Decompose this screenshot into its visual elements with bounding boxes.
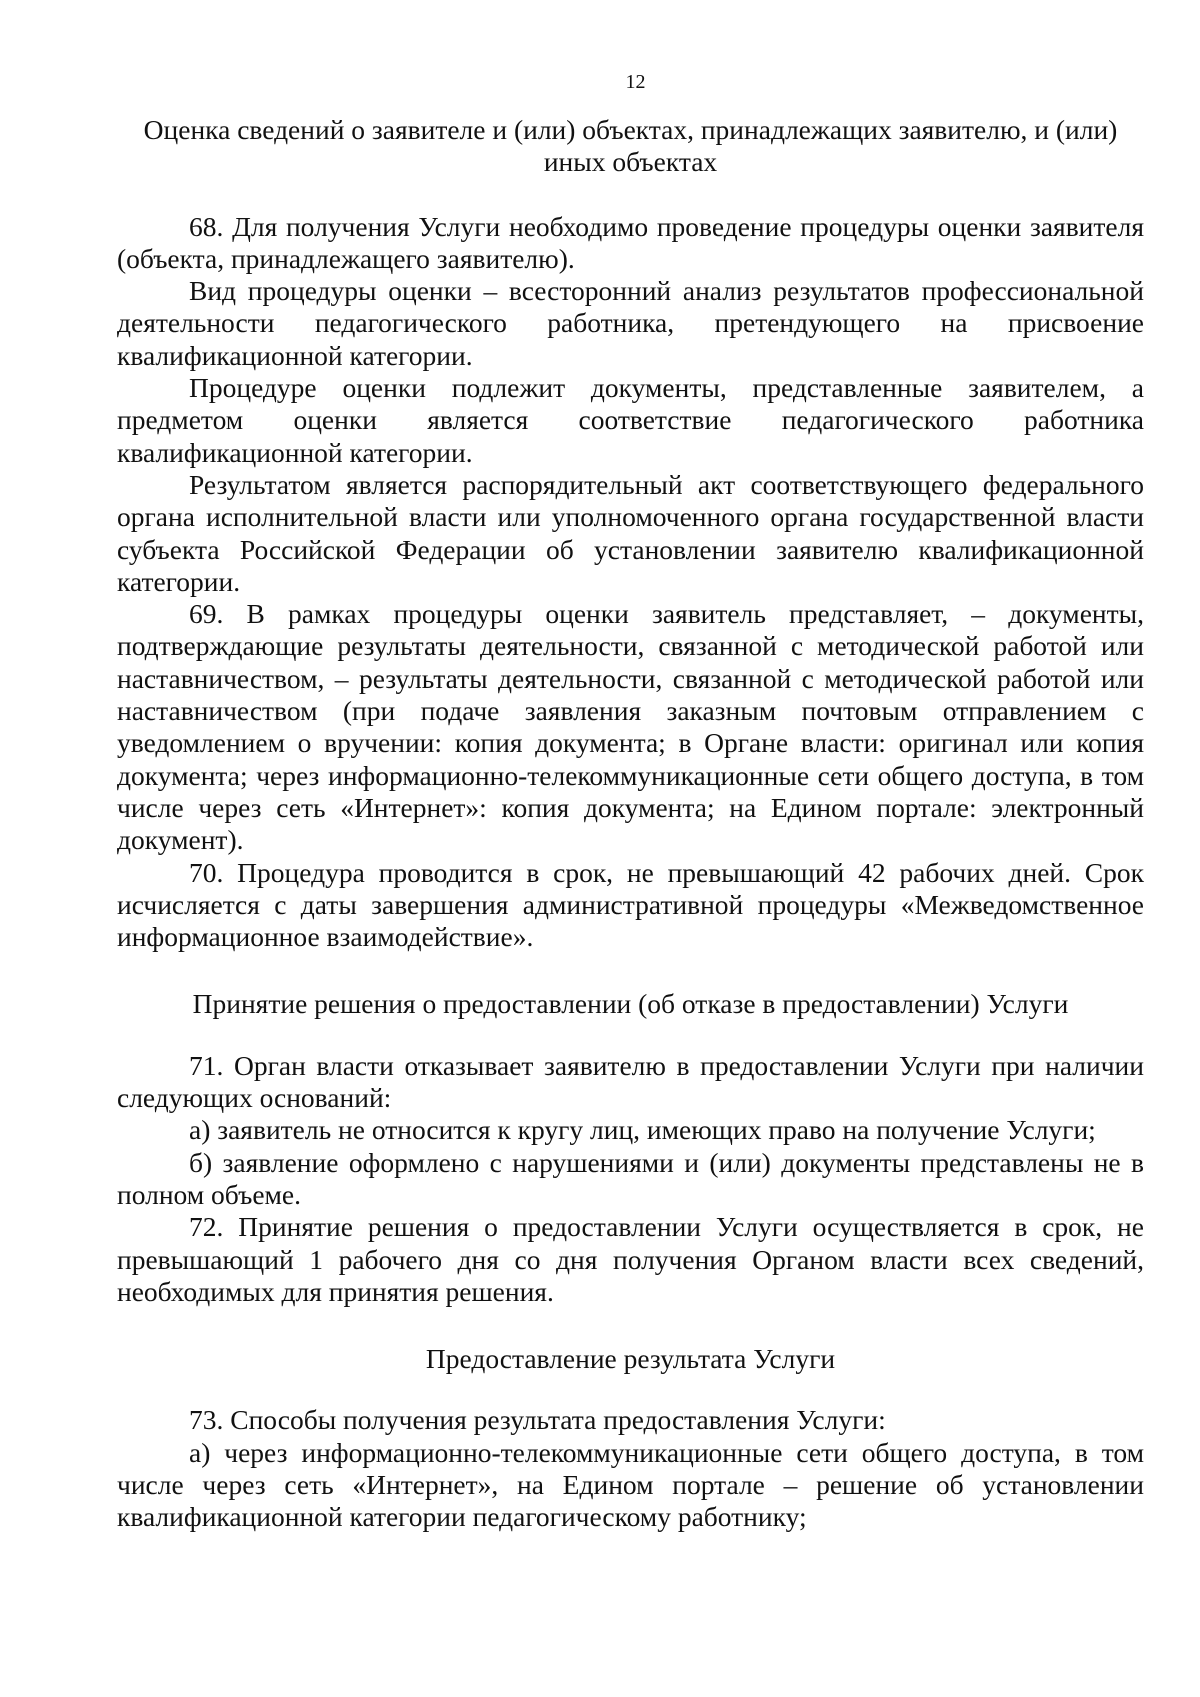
- section-heading-decision: Принятие решения о предоставлении (об отказе в предоставлении) Услуги: [192, 988, 1069, 1020]
- paragraph-72: 72. Принятие решения о предоставлении Услуги осуществляется в срок, не превышающий 1 рабочего дня со дня получения Органом власти всех сведений, необходимых для принятия решения.: [117, 1211, 1144, 1307]
- section-heading-result: Предоставление результата Услуги: [425, 1343, 836, 1375]
- paragraph-71: 71. Орган власти отказывает заявителю в предоставлении Услуги при наличии следующих оснований:: [117, 1049, 1144, 1114]
- paragraph-73: 73. Способы получения результата предоставления Услуги:: [189, 1404, 886, 1436]
- paragraph-assessment-result: Результатом является распорядительный акт соответствующего федерального органа исполнительной власти или уполномоченного органа государственной власти субъекта Российской Федерации об установлении заявителю квалификационной категории.: [117, 468, 1144, 597]
- paragraph-assessment-subject: Процедуре оценки подлежит документы, представленные заявителем, а предметом оценки является соответствие педагогического работника квалификационной категории.: [117, 372, 1144, 468]
- paragraph-68: 68. Для получения Услуги необходимо проведение процедуры оценки заявителя (объекта, принадлежащего заявителю).: [117, 210, 1144, 274]
- page-number: 12: [625, 71, 646, 93]
- paragraph-70: 70. Процедура проводится в срок, не превышающий 42 рабочих дней. Срок исчисляется с даты завершения административной процедуры «Межведомственное информационное взаимодействие».: [117, 856, 1144, 953]
- paragraph-73-a: а) через информационно-телекоммуникационные сети общего доступа, в том числе через сеть «Интернет», на Едином портале – решение об установлении квалификационной категории педагогическому работнику;: [117, 1436, 1144, 1533]
- paragraph-71-a: а) заявитель не относится к кругу лиц, имеющих право на получение Услуги;: [189, 1114, 1096, 1146]
- paragraph-71-b: б) заявление оформлено с нарушениями и (или) документы представлены не в полном объеме.: [117, 1146, 1144, 1210]
- paragraph-69: 69. В рамках процедуры оценки заявитель представляет, – документы, подтверждающие результаты деятельности, связанной с методической работой или наставничеством, – результаты деятельности, связанной с методической работой или наставничеством (при подаче заявления заказным почтовым отправлением с уведомлением о вручении: копия документа; в Органе власти: оригинал или копия документа; через информационно-телекоммуникационные сети общего доступа, в том числе через сеть «Интернет»: копия документа; на Едином портале: электронный документ).: [117, 598, 1144, 856]
- section-heading-assessment: Оценка сведений о заявителе и (или) объектах, принадлежащих заявителю, и (или) иных объектах: [143, 114, 1118, 178]
- paragraph-assessment-type: Вид процедуры оценки – всесторонний анализ результатов профессиональной деятельности педагогического работника, претендующего на присвоение квалификационной категории.: [117, 275, 1144, 371]
